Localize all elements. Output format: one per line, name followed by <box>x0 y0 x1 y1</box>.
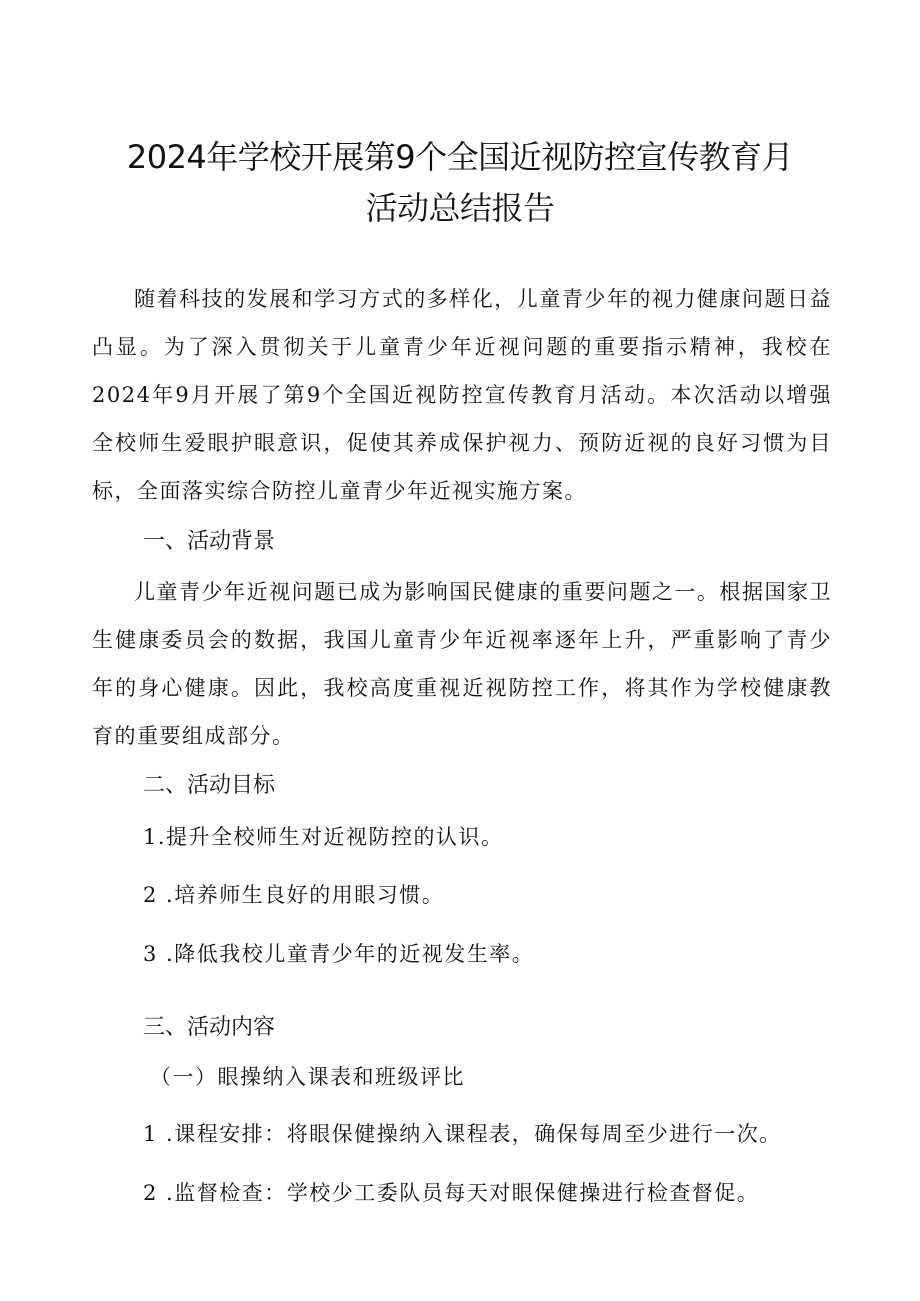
content-item-2: 2 .监督检查：学校少工委队员每天对眼保健操进行检查督促。 <box>143 1181 760 1205</box>
intro-paragraph <box>92 275 832 515</box>
section-heading-content: 三、活动内容 <box>143 1015 276 1040</box>
section-heading-background: 一、活动背景 <box>143 529 276 554</box>
content-item-1: 1 .课程安排：将眼保健操纳入课程表，确保每周至少进行一次。 <box>143 1122 782 1146</box>
goal-item-3: 3 .降低我校儿童青少年的近视发生率。 <box>143 942 535 966</box>
goal-item-1: 1.提升全校师生对近视防控的认识。 <box>143 825 504 849</box>
document-title-line-1: 2024年学校开展第9个全国近视防控宣传教育月 <box>126 138 794 176</box>
content-subheading: （一）眼操纳入课表和班级评比 <box>150 1065 465 1089</box>
document-title-line-2: 活动总结报告 <box>365 189 555 227</box>
section-heading-goals: 二、活动目标 <box>143 773 276 798</box>
background-text: 儿童青少年近视问题已成为影响国民健康的重要问题之一。根据国家卫生健康委员会的数据，我国儿童青少年近视率逐年上升，严重影响了青少年的身心健康。因此，我校高度重视近视防控工作，将其作为学校健康教育的重要组成部分。 <box>92 580 832 748</box>
background-paragraph <box>92 568 832 760</box>
intro-text: 随着科技的发展和学习方式的多样化，儿童青少年的视力健康问题日益凸显。为了深入贯彻关于儿童青少年近视问题的重要指示精神，我校在2024年9月开展了第9个全国近视防控宣传教育月活动。本次活动以增强全校师生爱眼护眼意识，促使其养成保护视力、预防近视的良好习惯为目标，全面落实综合防控儿童青少年近视实施方案。 <box>92 287 832 503</box>
goal-item-2: 2 .培养师生良好的用眼习惯。 <box>143 883 445 907</box>
